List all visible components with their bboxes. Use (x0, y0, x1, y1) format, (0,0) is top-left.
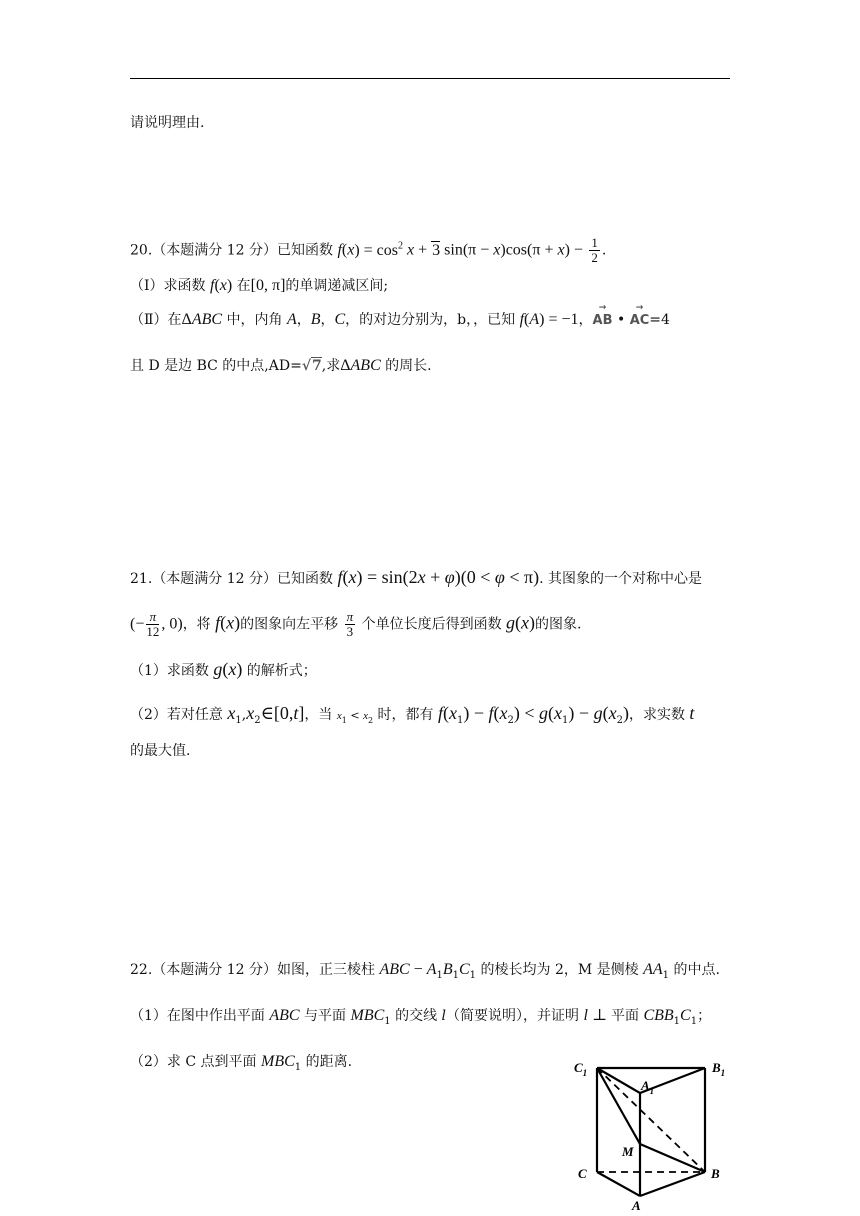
label-a: A (632, 1198, 641, 1210)
q21-part1: （1）求函数 g(x) 的解析式； (130, 659, 317, 679)
edge-m-b (640, 1144, 705, 1172)
edge-c1-b-dashed (597, 1068, 705, 1172)
prism-hidden-edges (597, 1068, 705, 1172)
label-b: B (711, 1166, 720, 1181)
label-a1: $A_1$ (641, 1078, 655, 1096)
q20-stem: 20.（本题满分 12 分）已知函数 $f(x) = \cos^2 x + 3$ sin(π − x)cos(π + x) − $\frac{1}{2}$ . (130, 235, 607, 265)
q21-part2-tail: 的最大值. (130, 743, 191, 759)
q21-line2: (− $\frac{\pi}{12}$ , 0)，将 f(x)的图象向左平移 $\frac{\pi}{3}$ 个单位长度后得到函数 g(x)的图象. (130, 609, 582, 639)
q20-part1: （Ⅰ）求函数 f(x) 在[0, π]的单调递减区间; (130, 277, 389, 294)
q19-tail: 请说明理由. (130, 115, 205, 131)
q22-part1: （1）在图中作出平面 ABC 与平面 $MBC_1$ 的交线 l（简要说明），并证明 l ⊥ 平面 $CBB_1C_1$； (130, 1007, 712, 1027)
prism-figure (570, 1060, 750, 1210)
label-m: M (622, 1144, 634, 1159)
label-b1: $B_1$ (712, 1060, 726, 1078)
header-rule (130, 78, 730, 79)
q22-part2: （2）求 C 点到平面 $MBC_1$ 的距离. (130, 1053, 353, 1073)
label-c: C (578, 1166, 587, 1181)
q22-stem: 22.（本题满分 12 分）如图，正三棱柱 ABC − $A_1B_1C_1$ 的棱长均为 2，M 是侧棱 $AA_1$ 的中点. (130, 961, 720, 981)
edge-a-b (640, 1172, 705, 1196)
q21-part2: （2）若对任意 $x_1,x_2\in[0,t]$，当 $x_1 < x_2$ 时，都有 $f(x_1) - f(x_2) < g(x_1) - g(x_2)$，求实数 t (130, 703, 695, 726)
q20-part2-line2: 且 D 是边 BC 的中点,AD=√7,求ΔABC 的周长. (130, 357, 432, 374)
label-c1: $C_1$ (574, 1060, 588, 1078)
q20-part2-line1: （Ⅱ）在ΔABC 中，内角 A，B，C，的对边分别为，b，，已知 f(A) = −1，→ AB • → AC=4 (130, 312, 670, 328)
edge-c-a (597, 1172, 640, 1196)
q21-stem: 21.（本题满分 12 分）已知函数 f(x) = sin(2x + φ)(0 < φ < π). 其图象的一个对称中心是 (130, 567, 702, 587)
